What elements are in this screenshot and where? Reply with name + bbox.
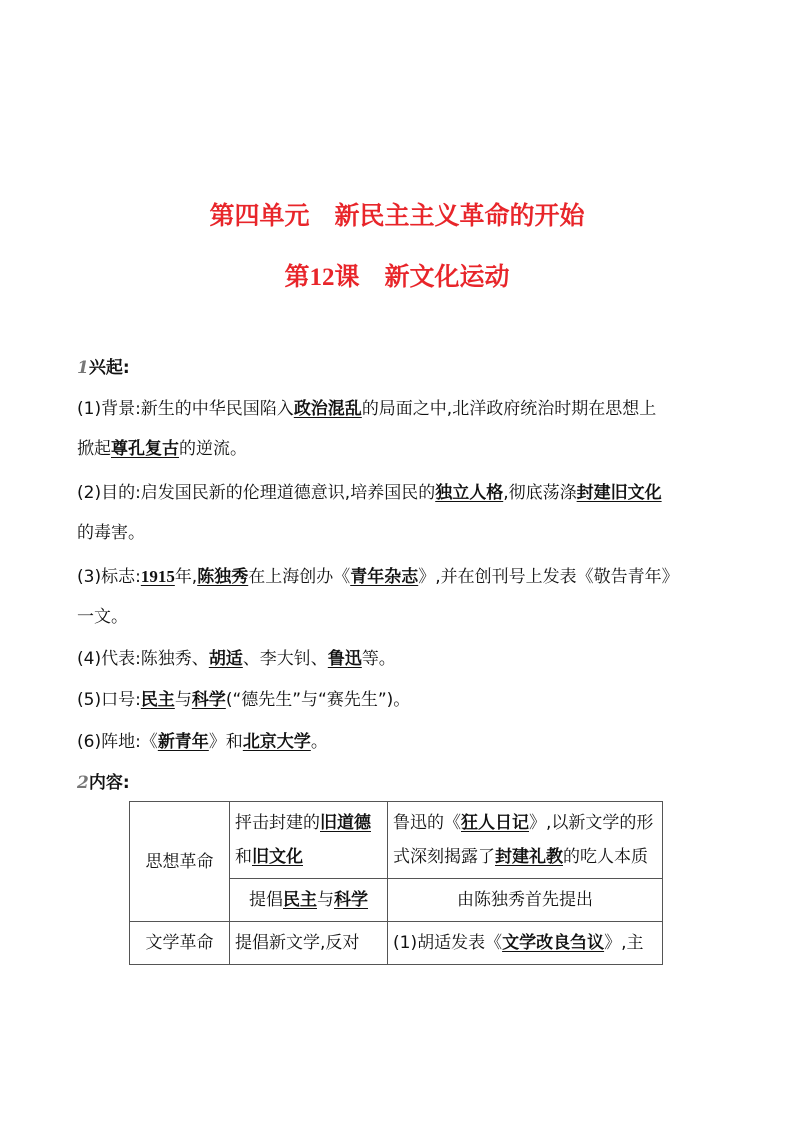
section-2-heading: 2内容:: [77, 773, 130, 793]
unit-title: 第四单元 新民主主义革命的开始: [209, 201, 585, 230]
item-slogan: (5)口号:民主与科学(“德先生”与“赛先生”)。: [77, 690, 411, 710]
table-cell: 文学革命: [130, 922, 230, 965]
item-background-line-1: (1)背景:新生的中华民国陷入政治混乱的局面之中,北洋政府统治时期在思想上: [77, 399, 657, 419]
item-background-line-2: 掀起尊孔复古的逆流。: [77, 439, 247, 459]
table-cell: 思想革命: [130, 802, 230, 922]
content-table: [129, 801, 663, 965]
table-cell: 由陈独秀首先提出: [388, 879, 663, 922]
table-cell: 提倡新文学,反对: [230, 922, 388, 965]
item-purpose-line-1: (2)目的:启发国民新的伦理道德意识,培养国民的独立人格,彻底荡涤封建旧文化: [77, 483, 662, 503]
table-row: [130, 802, 663, 879]
item-symbol-line-2: 一文。: [77, 607, 128, 627]
table-cell: 抨击封建的旧道德 和旧文化: [230, 802, 388, 879]
section-1-heading: 1兴起:: [77, 358, 130, 378]
table-row: [130, 922, 663, 965]
item-representatives: (4)代表:陈独秀、胡适、李大钊、鲁迅等。: [77, 649, 396, 669]
item-purpose-line-2: 的毒害。: [77, 523, 145, 543]
lesson-title: 第12课 新文化运动: [284, 262, 510, 291]
table-cell: 提倡民主与科学: [230, 879, 388, 922]
table-cell: 鲁迅的《狂人日记》,以新文学的形式深刻揭露了封建礼教的吃人本质: [388, 802, 663, 879]
item-symbol-line-1: (3)标志:1915年,陈独秀在上海创办《青年杂志》,并在创刊号上发表《敬告青年》: [77, 567, 679, 587]
item-base: (6)阵地:《新青年》和北京大学。: [77, 732, 328, 752]
table-cell: (1)胡适发表《文学改良刍议》,主: [388, 922, 663, 965]
